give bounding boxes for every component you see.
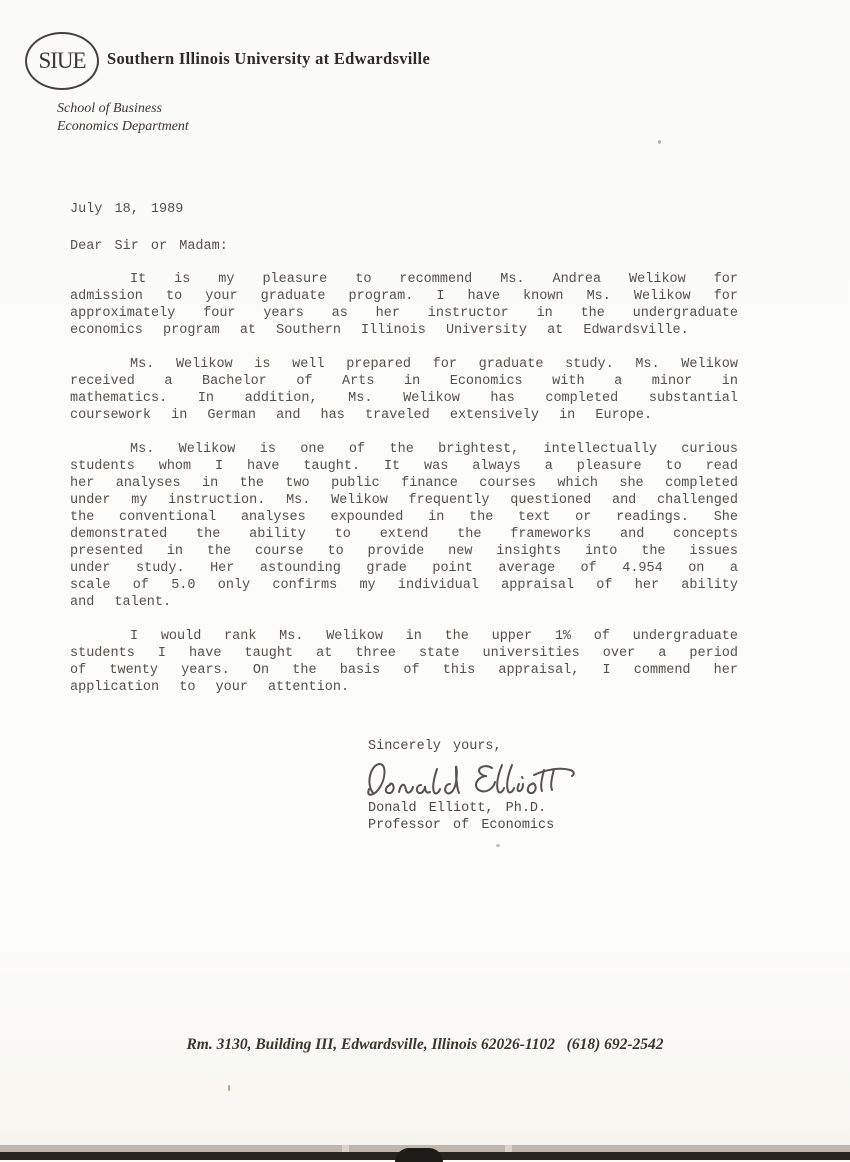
closing-line: Sincerely yours, bbox=[368, 739, 502, 754]
body-paragraph-1: It is my pleasure to recommend Ms. Andrea Welikow for admission to your graduate program. I have known Ms. Welikow for approximately four years as her instructor in the undergraduate economics program at Southern Illinois University at Edwardsville. bbox=[70, 272, 738, 338]
signature-block bbox=[368, 738, 579, 834]
footer-address: Rm. 3130, Building III, Edwardsville, Illinois 62026-1102 (618) 692-2542 bbox=[186, 1036, 664, 1053]
signer-title: Professor of Economics bbox=[368, 818, 555, 833]
department-block bbox=[57, 100, 189, 136]
siue-logo bbox=[25, 32, 99, 90]
scan-speck bbox=[228, 1085, 230, 1091]
letterhead bbox=[0, 0, 850, 160]
school-line: School of Business bbox=[57, 101, 162, 116]
scan-speck bbox=[496, 844, 500, 847]
body-paragraph-2: Ms. Welikow is well prepared for graduate study. Ms. Welikow received a Bachelor of Arts in Economics with a minor in mathematics. In addition, Ms. Welikow has completed substantial coursework in German and has traveled extensively in Europe. bbox=[70, 357, 738, 423]
university-name: Southern Illinois University at Edwardsville bbox=[107, 49, 431, 68]
signature-handwriting bbox=[364, 756, 579, 802]
date-line: July 18, 1989 bbox=[70, 202, 184, 217]
body-paragraph-4: I would rank Ms. Welikow in the upper 1% of undergraduate students I have taught at three state universities over a period of twenty years. On the basis of this appraisal, I commend her application to your attention. bbox=[70, 629, 738, 695]
salutation: Dear Sir or Madam: bbox=[70, 239, 228, 254]
letter-body bbox=[70, 201, 738, 696]
department-line: Economics Department bbox=[57, 119, 189, 134]
siue-logo-text: SIUE bbox=[38, 48, 86, 73]
body-paragraph-3: Ms. Welikow is one of the brightest, intellectually curious students whom I have taught. It was always a pleasure to read her analyses in the two public finance courses which she completed under my instruction. Ms. Welikow frequently questioned and challenged the conventional analyses expounded in the text or readings. She demonstrated the ability to extend the frameworks and concepts presented in the course to provide new insights into the issues under study. Her astounding grade point average of 4.954 on a scale of 5.0 only confirms my individual appraisal of her ability and talent. bbox=[70, 442, 738, 610]
signer-name: Donald Elliott, Ph.D. bbox=[368, 801, 547, 816]
scan-speck bbox=[658, 140, 661, 144]
